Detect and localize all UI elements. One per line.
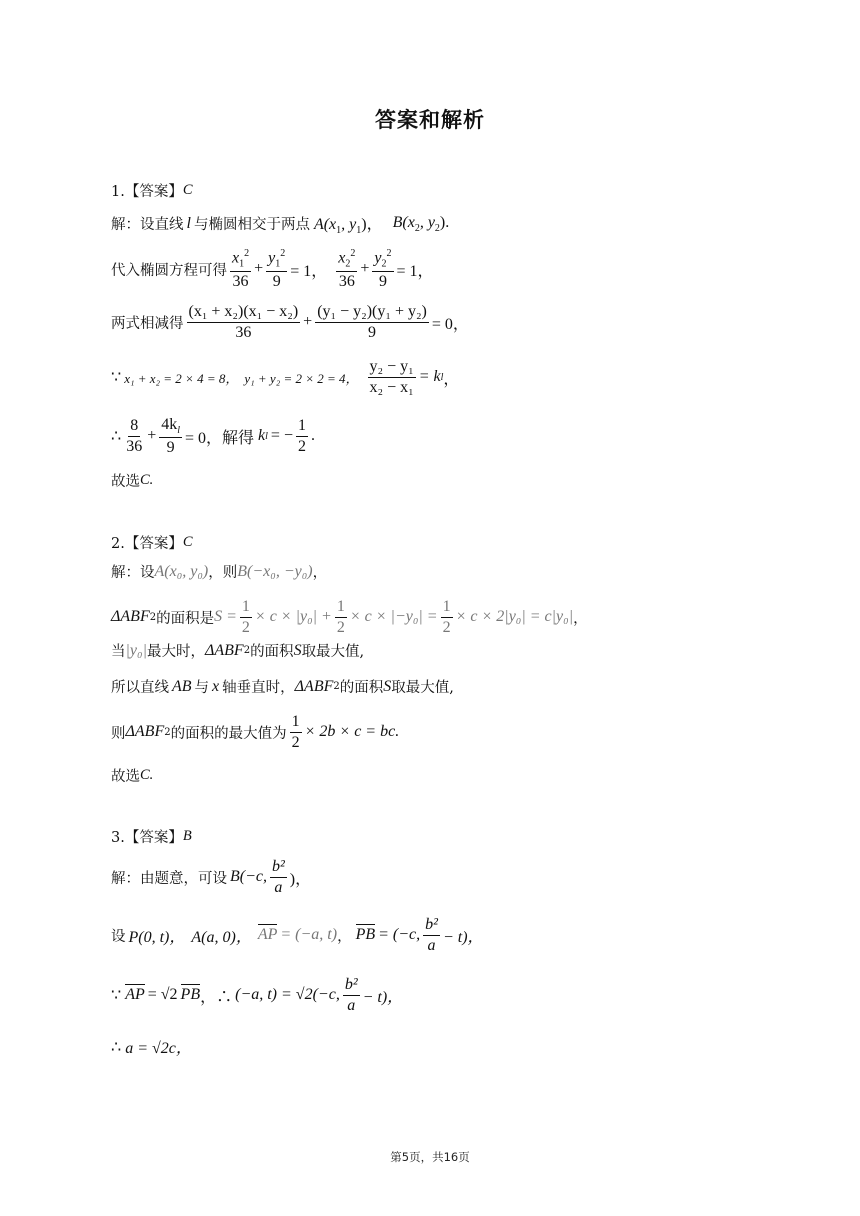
q1-l2-eq1: = 1， [290, 262, 328, 280]
q3-l3-expr: (−a, t) = √2(−c, [235, 986, 340, 1004]
q3-l3-frac: $\frac{\text{b²}}{a}$ [344, 976, 358, 1014]
q2-l5-text: 则 [111, 725, 126, 742]
q1-l2-frac1: $\frac{x_1^2}{36}$ [232, 248, 250, 290]
q1-l2-frac3: $\frac{x_2^2}{36}$ [338, 248, 356, 290]
q2-l5-half: $\frac{1}{2}$ [291, 713, 300, 751]
q1-l1-l: l [186, 214, 191, 232]
q2-l4-S: S [383, 677, 392, 695]
q2-l1-B: B(−x₀, −y₀) [237, 562, 313, 580]
q1-l2-text: 代入椭圆方程可得 [111, 262, 227, 279]
q3-l2-frac: $\frac{\text{b²}}{a}$ [425, 916, 438, 954]
q3-answer: B [182, 828, 192, 844]
q1-l4-end: ， [443, 370, 460, 388]
q3-l1-text: 解：由题意，可设 [111, 870, 227, 887]
q1-l4-sub: l [440, 371, 444, 383]
q2-line4: 所以直线 AB 与 x 轴垂直时， ΔABF 2 的面积 S 取最大值, [111, 677, 454, 696]
q1-conclusion-ans: C. [140, 472, 154, 488]
q2-l4-x: x [212, 677, 220, 695]
q1-l4-because: ∵ [111, 369, 122, 387]
q3-l2-sep: ， [337, 928, 352, 945]
q1-header-label: 1.【答案】 [111, 184, 183, 200]
q1-line1: 解：设直线 l 与椭圆相交于两点 $A(x_1$, $y_1$)， $B(x_2$, $y_2$). [111, 213, 450, 237]
q1-l1-A2: , y [341, 216, 357, 233]
q2-l4-text3: 轴垂直时， [222, 680, 295, 696]
q2-l3-text2: 的面积 [250, 644, 294, 660]
q2-l3-y0: |y₀| [125, 641, 147, 659]
q2-conclusion-ans: C. [140, 767, 154, 783]
q1-l5-frac2: $\frac{4k_l}{9}$ [161, 416, 180, 457]
q3-l3-end: − t)， [362, 988, 404, 1006]
q1-l4-a: x₁ + x₂ = 2 × 4 = 8， [124, 370, 239, 386]
q1-l5-k: k [258, 427, 266, 445]
q2-l3-S: S [293, 641, 302, 659]
q1-l3-frac2: $\frac{\text{(y₁ − y₂)(y₁ + y₂)}}{9}$ [317, 303, 427, 341]
q3-line3 [111, 976, 403, 1014]
page-title: 答案和解析 [375, 108, 485, 132]
q1-l5-frac3: $\frac{1}{2}$ [297, 417, 306, 455]
q2-l5-text2: 的面积的最大值为 [170, 725, 287, 742]
q2-l4-text4: 的面积 [339, 680, 384, 696]
q1-l4-eq: = k [418, 368, 441, 386]
q3-l2-PBval: = (−c, [378, 926, 421, 944]
q2-header-label: 2.【答案】 [111, 536, 183, 552]
q1-l5-end: . [310, 427, 315, 445]
q3-l2-text: 设 [111, 928, 126, 945]
q3-l3-therefore: ，∴ [200, 988, 233, 1006]
q1-l2-frac4: $\frac{y_2^2}{9}$ [374, 248, 392, 290]
q3-l1-frac: $\frac{\text{b²}}{a}$ [272, 858, 285, 896]
q2-line3: 当 |y₀| 最大时， ΔABF 2 的面积 S 取最大值, [111, 641, 365, 660]
q1-l5-therefore: ∴ [111, 428, 122, 446]
q3-l3-because: ∵ [111, 987, 122, 1005]
q3-line4 [111, 1035, 192, 1058]
q1-l5-eq: = 0，解得 [185, 429, 255, 447]
q2-l2-text: 的面积是 [156, 610, 215, 627]
q3-line2 [111, 916, 484, 954]
page-footer: 第5页，共16页 [390, 1150, 470, 1164]
q1-l2-frac2: $\frac{y_1^2}{9}$ [268, 248, 286, 290]
q2-header [111, 532, 193, 553]
q2-l4-text5: 取最大值, [391, 680, 454, 696]
q2-conclusion-text: 故选 [111, 769, 140, 785]
q1-conclusion-text: 故选 [111, 474, 140, 490]
q2-l1-text: 解：设 [111, 565, 155, 581]
q2-l3-tri: ΔABF [204, 641, 244, 659]
q3-l3-AP-vector: AP [125, 986, 145, 1004]
q1-l1-B: B(x [392, 213, 415, 231]
q2-l4-AB: AB [172, 677, 192, 695]
q2-l2-t1: × c × |y₀| + [254, 608, 332, 626]
q2-l1-then: ，则 [208, 565, 238, 581]
q3-l2-P: P(0, t)， [128, 928, 186, 946]
q3-l2-A: A(a, 0)， [191, 928, 252, 946]
q2-l1-A: A(x₀, y₀) [154, 562, 209, 580]
q2-l5-tri: ΔABF [125, 723, 165, 741]
q1-l5-frac1: $\frac{8}{36}$ [126, 417, 143, 455]
q3-l2-PB-vector: PB [355, 926, 376, 944]
q1-line2: 代入椭圆方程可得 $\frac{x_1^2}{36}$ + $\frac{y_1^2}{9}$ = 1， $\frac{x_2^2}{36}$ + $\frac{y_2^2}{9}$ = 1， [111, 248, 434, 290]
q1-header [111, 180, 193, 201]
q3-l1-end: )， [289, 870, 312, 888]
q2-l3-text3: 取最大值, [301, 644, 365, 660]
q1-l5-plus: + [147, 427, 157, 445]
q1-l1-B2: , y [419, 213, 435, 231]
q1-l1-text: 解：设直线 [111, 217, 184, 234]
q2-l3-when: 当 [111, 644, 126, 660]
q1-l4-b: y₁ + y₂ = 2 × 2 = 4， [244, 370, 359, 386]
q1-l3-text: 两式相减得 [111, 315, 184, 332]
q2-l2-t3: × c × 2|y₀| = c|y₀| [455, 608, 574, 626]
q2-l2-half1: $\frac{1}{2}$ [241, 598, 250, 636]
q3-l4-therefore: ∴ [111, 1038, 122, 1056]
q1-l4-frac: $\frac{\text{y₂ − y₁}}{\text{x₂ − x₁}}$ [369, 358, 414, 396]
q3-l4-expr: a = √2c， [125, 1040, 192, 1057]
q1-l1-A: A(x [313, 216, 337, 233]
q2-l4-text2: 与 [194, 680, 210, 696]
q3-l2-APval: = (−a, t) [280, 926, 338, 944]
q1-l3-frac1: $\frac{\text{(x₁ + x₂)(x₁ − x₂)}}{36}$ [188, 303, 299, 341]
q1-line5: ∴ $\frac{8}{36}$ + $\frac{4k_l}{9}$ = 0，解得 k l = − $\frac{1}{2}$ . [111, 416, 315, 457]
q2-l2-half3: $\frac{1}{2}$ [442, 598, 451, 636]
q1-l5-eq2: = − [270, 427, 293, 445]
q1-answer: C [182, 182, 193, 198]
q1-l1-B3: ). [439, 213, 450, 231]
q2-l3-text: 最大时， [146, 644, 205, 660]
q3-header [111, 826, 192, 847]
q2-conclusion [111, 765, 153, 786]
q3-l2-PBend: − t)， [442, 928, 484, 946]
q1-l1-text2: 与椭圆相交于两点 [193, 217, 310, 234]
q2-l2-half2: $\frac{1}{2}$ [336, 598, 345, 636]
q2-l2-S: S = [214, 608, 237, 626]
q2-l2-end: ， [573, 610, 588, 627]
q2-l1-end: ， [312, 565, 328, 581]
q2-line2: ΔABF 2 的面积是 S = $\frac{1}{2}$ × c × |y₀| + $\frac{1}{2}$ × c × |−y₀| = $\frac{1}{2}$ × c × 2|y₀| = c|y₀| ， [111, 598, 588, 636]
q3-line1 [111, 858, 311, 896]
q1-l1-A3: )， [361, 216, 383, 233]
q1-l2-eq2: = 1， [396, 262, 434, 280]
q2-l2-tri: ΔABF [111, 608, 150, 626]
q1-conclusion [111, 470, 153, 491]
q1-line3: 两式相减得 $\frac{\text{(x₁ + x₂)(x₁ − x₂)}}{36}$ + $\frac{\text{(y₁ − y₂)(y₁ + y₂)}}{9}$ = 0， [111, 303, 469, 341]
q1-l3-eq: = 0， [431, 315, 469, 333]
q2-l4-text: 所以直线 [111, 680, 169, 696]
q2-l4-tri: ΔABF [294, 677, 334, 695]
q1-line4 [111, 358, 459, 396]
q3-header-label: 3.【答案】 [111, 830, 183, 846]
q3-l3-PB-vector: PB [180, 986, 201, 1004]
q2-line5: 则 ΔABF 2 的面积的最大值为 $\frac{1}{2}$ × 2b × c = bc. [111, 713, 400, 751]
q2-l2-t2: × c × |−y₀| = [349, 608, 438, 626]
q3-l2-AP-vector: AP [257, 926, 278, 944]
q2-line1 [111, 561, 327, 582]
q3-l3-eq: = √2 [147, 986, 178, 1004]
q2-answer: C [182, 534, 193, 550]
q3-l1-B: B(−c, [230, 868, 267, 886]
q2-l5-expr: × 2b × c = bc. [304, 723, 400, 741]
